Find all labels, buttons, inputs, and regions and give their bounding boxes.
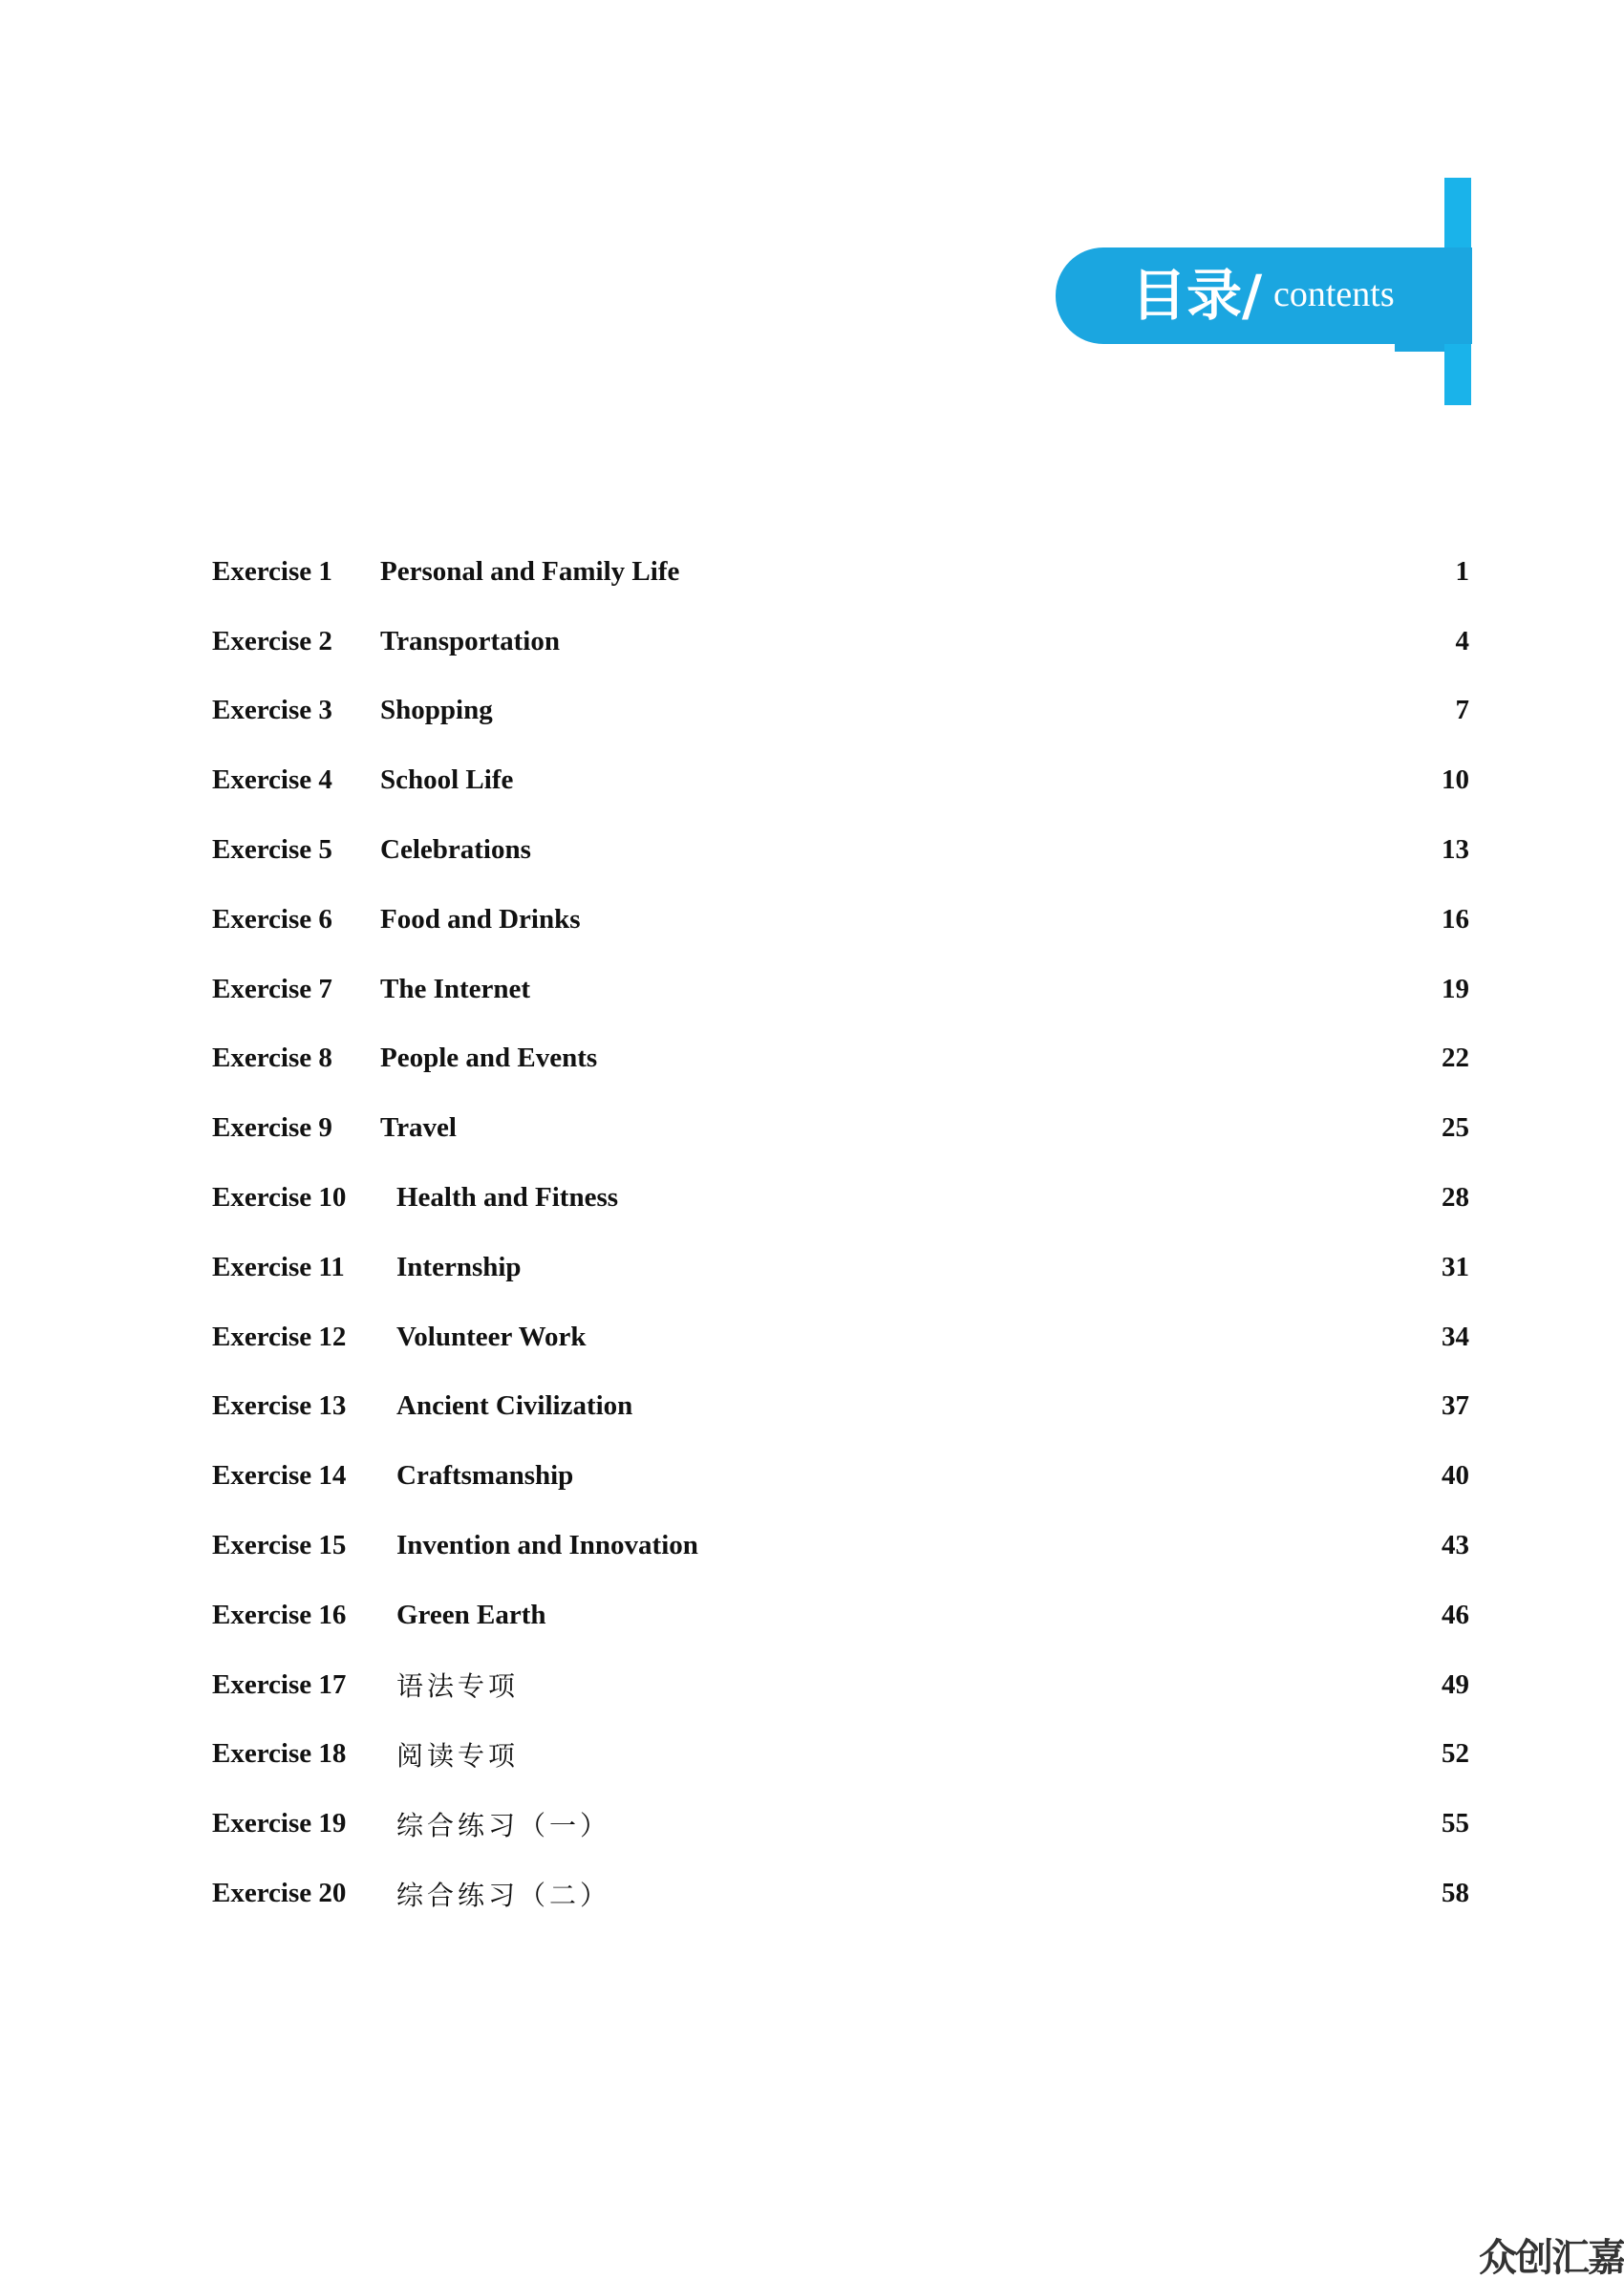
toc-entry-title: Ancient Civilization [396, 1390, 633, 1422]
toc-entry-page-number: 13 [1442, 834, 1469, 866]
toc-entry[interactable] [212, 537, 1469, 607]
toc-entry-label: Exercise 10 [212, 1182, 347, 1214]
toc-entry-label: Exercise 1 [212, 555, 332, 587]
toc-entry[interactable] [212, 1581, 1469, 1650]
toc-dot-leader [626, 1880, 1421, 1908]
toc-entry[interactable] [212, 815, 1469, 885]
toc-entry-page-number: 28 [1442, 1182, 1469, 1214]
toc-entry-page-number: 46 [1442, 1599, 1469, 1630]
header-notch [1395, 340, 1444, 352]
toc-entry-label: Exercise 16 [212, 1599, 347, 1630]
header-title-en: contents [1273, 274, 1395, 314]
toc-entry-label: Exercise 12 [212, 1321, 347, 1352]
toc-entry-title: Invention and Innovation [396, 1530, 698, 1561]
toc-dot-leader [537, 1253, 1421, 1281]
toc-entry-page-number: 52 [1442, 1738, 1469, 1770]
toc-entry[interactable] [212, 745, 1469, 815]
toc-dot-leader [648, 1392, 1421, 1421]
toc-dot-leader [633, 1184, 1421, 1213]
toc-entry-label: Exercise 4 [212, 764, 332, 796]
toc-entry-label: Exercise 13 [212, 1390, 347, 1422]
toc-entry-title: Volunteer Work [396, 1321, 587, 1352]
toc-entry[interactable] [212, 1024, 1469, 1094]
toc-dot-leader [528, 766, 1421, 795]
toc-entry-label: Exercise 2 [212, 625, 332, 656]
toc-entry-title: Internship [396, 1251, 522, 1282]
toc-entry[interactable] [212, 607, 1469, 677]
toc-entry[interactable] [212, 885, 1469, 955]
toc-entry-title: Travel [380, 1112, 457, 1144]
toc-entry-title: The Internet [380, 973, 531, 1004]
toc-entry-title: Health and Fitness [396, 1182, 619, 1214]
toc-entry-page-number: 34 [1442, 1321, 1469, 1352]
toc-entry[interactable] [212, 1372, 1469, 1442]
toc-entry[interactable] [212, 955, 1469, 1024]
toc-entry-label: Exercise 8 [212, 1043, 332, 1074]
toc-entry-title: Personal and Family Life [380, 555, 680, 587]
toc-entry-title: Food and Drinks [380, 903, 581, 935]
toc-entry[interactable] [212, 1233, 1469, 1302]
toc-entry-page-number: 37 [1442, 1390, 1469, 1422]
toc-dot-leader [472, 1114, 1421, 1143]
toc-entry-title: Shopping [380, 695, 493, 726]
toc-entry-page-number: 22 [1442, 1043, 1469, 1074]
toc-dot-leader [694, 557, 1421, 586]
header-pill [1056, 247, 1472, 344]
toc-entry-label: Exercise 15 [212, 1530, 347, 1561]
toc-dot-leader [534, 1670, 1421, 1699]
header-title-cn: 目录/ [1131, 263, 1263, 328]
toc-entry[interactable] [212, 1302, 1469, 1372]
toc-dot-leader [714, 1532, 1421, 1560]
toc-entry-label: Exercise 9 [212, 1112, 332, 1144]
table-of-contents [212, 537, 1469, 1928]
toc-dot-leader [601, 1323, 1421, 1351]
toc-entry-label: Exercise 7 [212, 973, 332, 1004]
toc-entry-title: 阅读专项 [396, 1739, 520, 1772]
toc-entry[interactable] [212, 1163, 1469, 1233]
toc-entry-page-number: 10 [1442, 764, 1469, 796]
toc-entry-page-number: 25 [1442, 1112, 1469, 1144]
toc-dot-leader [508, 697, 1421, 725]
toc-entry-title: Craftsmanship [396, 1460, 574, 1492]
toc-dot-leader [545, 975, 1421, 1003]
toc-dot-leader [562, 1601, 1421, 1629]
toc-entry[interactable] [212, 1650, 1469, 1720]
toc-entry[interactable] [212, 1093, 1469, 1163]
toc-entry[interactable] [212, 1789, 1469, 1859]
toc-entry-page-number: 43 [1442, 1530, 1469, 1561]
toc-entry-title: 语法专项 [396, 1670, 520, 1703]
toc-entry[interactable] [212, 1720, 1469, 1790]
toc-entry-title: Celebrations [380, 834, 531, 866]
toc-entry-title: 综合练习（二） [396, 1879, 611, 1911]
watermark-logo: 众创汇嘉 [1479, 2236, 1624, 2280]
toc-dot-leader [546, 836, 1421, 865]
toc-entry-label: Exercise 11 [212, 1251, 345, 1282]
toc-entry-label: Exercise 5 [212, 834, 332, 866]
toc-entry-title: 综合练习（一） [396, 1809, 611, 1841]
toc-entry[interactable] [212, 677, 1469, 746]
toc-entry-page-number: 19 [1442, 973, 1469, 1004]
toc-entry-label: Exercise 6 [212, 903, 332, 935]
toc-dot-leader [588, 1462, 1421, 1491]
toc-dot-leader [575, 627, 1421, 656]
toc-entry-label: Exercise 14 [212, 1460, 347, 1492]
toc-entry-page-number: 40 [1442, 1460, 1469, 1492]
toc-entry-page-number: 4 [1455, 625, 1469, 656]
toc-entry-label: Exercise 3 [212, 695, 332, 726]
toc-entry-page-number: 31 [1442, 1251, 1469, 1282]
toc-entry-page-number: 16 [1442, 903, 1469, 935]
toc-entry-label: Exercise 19 [212, 1808, 347, 1839]
toc-entry-page-number: 1 [1455, 555, 1469, 587]
toc-dot-leader [626, 1810, 1421, 1839]
toc-entry-title: Transportation [380, 625, 560, 656]
toc-entry-title: School Life [380, 764, 514, 796]
toc-entry-page-number: 7 [1455, 695, 1469, 726]
toc-entry-page-number: 49 [1442, 1668, 1469, 1700]
toc-entry-label: Exercise 17 [212, 1668, 347, 1700]
toc-entry-page-number: 55 [1442, 1808, 1469, 1839]
toc-entry-label: Exercise 18 [212, 1738, 347, 1770]
toc-dot-leader [612, 1044, 1421, 1073]
toc-entry[interactable] [212, 1441, 1469, 1511]
toc-dot-leader [596, 905, 1421, 934]
toc-entry-title: Green Earth [396, 1599, 546, 1630]
toc-dot-leader [534, 1740, 1421, 1769]
toc-entry-page-number: 58 [1442, 1878, 1469, 1909]
toc-entry[interactable] [212, 1859, 1469, 1928]
toc-entry-label: Exercise 20 [212, 1878, 347, 1909]
toc-entry[interactable] [212, 1511, 1469, 1581]
toc-entry-title: People and Events [380, 1043, 598, 1074]
